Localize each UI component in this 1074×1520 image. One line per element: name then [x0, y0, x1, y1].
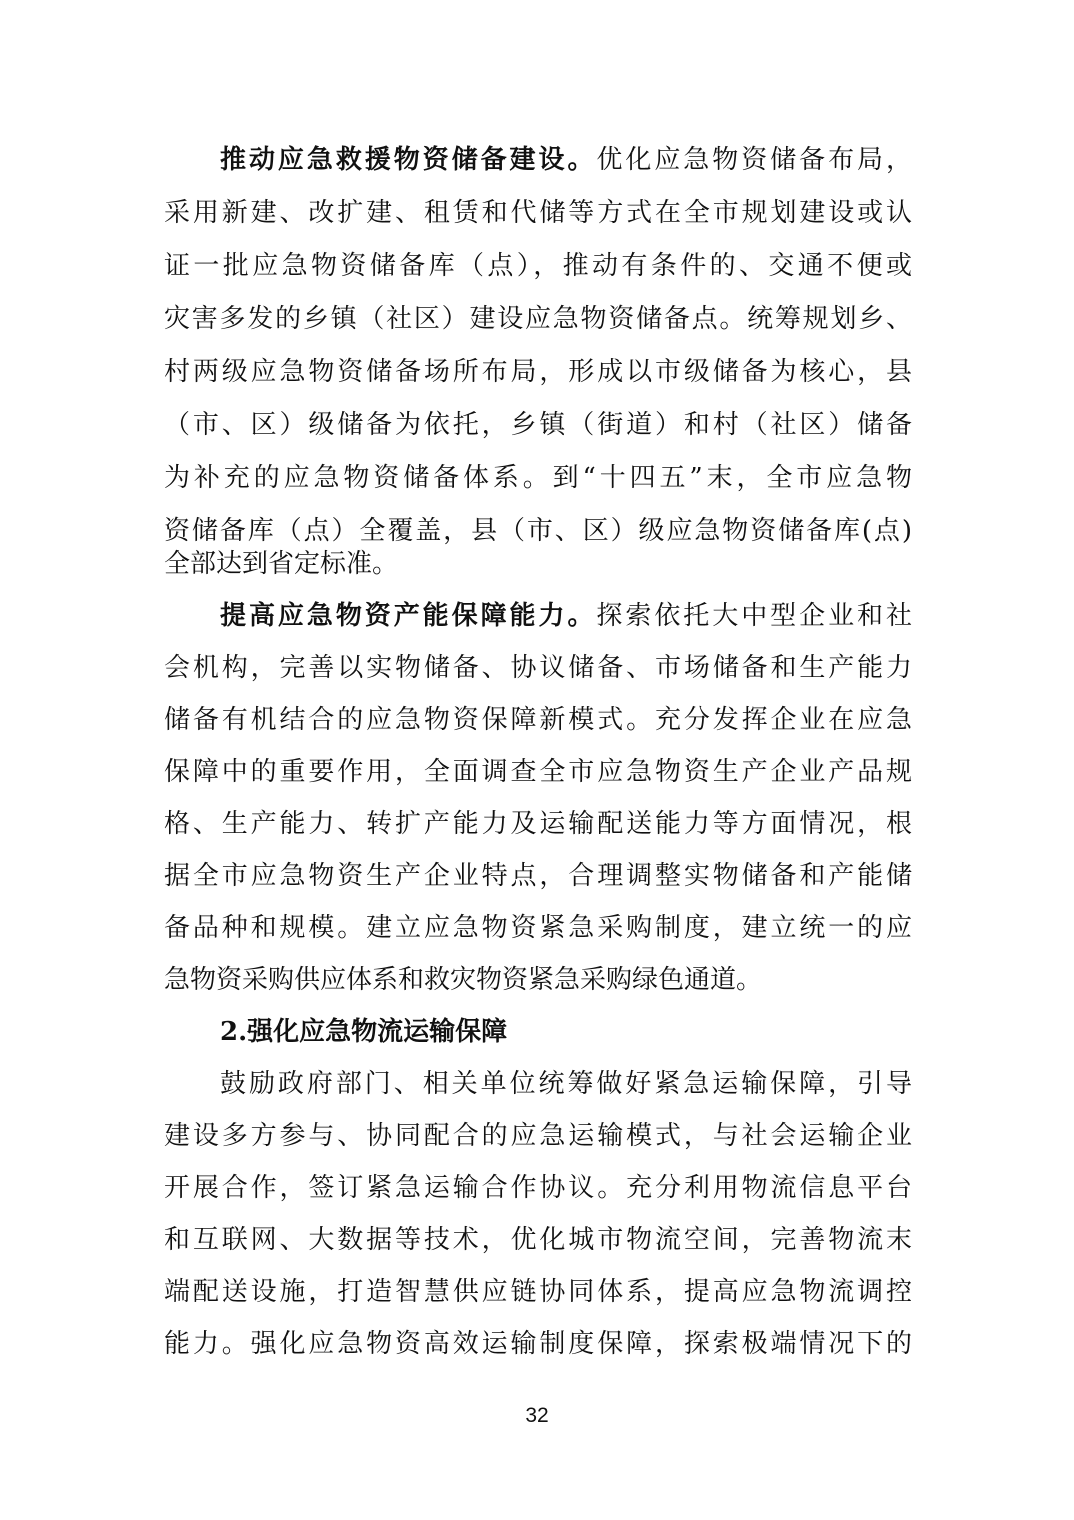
- paragraph-1-line-3: 证一批应急物资储备库（点），推动有条件的、交通不便或: [164, 251, 912, 281]
- paragraph-2-heading: 提高应急物资产能保障能力。: [220, 601, 597, 631]
- page-number: 32: [525, 1404, 549, 1427]
- section-heading: 2.强化应急物流运输保障: [220, 1017, 508, 1047]
- paragraph-1-line-4: 灾害多发的乡镇（社区）建设应急物资储备点。统筹规划乡、: [164, 304, 912, 334]
- paragraph-3-line-4: 和互联网、大数据等技术，优化城市物流空间，完善物流末: [164, 1225, 912, 1255]
- paragraph-2-line-7: 备品种和规模。建立应急物资紧急采购制度，建立统一的应: [164, 913, 912, 943]
- paragraph-2-line-6: 据全市应急物资生产企业特点，合理调整实物储备和产能储: [164, 861, 912, 891]
- paragraph-1-line-1-text: 优化应急物资储备布局，: [596, 145, 912, 175]
- paragraph-1-line-6: （市、区）级储备为依托，乡镇（街道）和村（社区）储备: [164, 410, 912, 440]
- paragraph-2-line-8: 急物资采购供应体系和救灾物资紧急采购绿色通道。: [164, 965, 763, 995]
- paragraph-2-line-4: 保障中的重要作用，全面调查全市应急物资生产企业产品规: [164, 757, 912, 787]
- paragraph-1-line-8: 资储备库（点）全覆盖，县（市、区）级应急物资储备库(点): [164, 516, 912, 546]
- paragraph-2-line-3: 储备有机结合的应急物资保障新模式。充分发挥企业在应急: [164, 705, 912, 735]
- paragraph-2-line-2: 会机构，完善以实物储备、协议储备、市场储备和生产能力: [164, 653, 912, 683]
- paragraph-1-line-7: 为补充的应急物资储备体系。到“十四五”末，全市应急物: [164, 463, 912, 493]
- paragraph-3-line-6: 能力。强化应急物资高效运输制度保障，探索极端情况下的: [164, 1329, 912, 1359]
- paragraph-2-line-1-text: 探索依托大中型企业和社: [596, 601, 912, 631]
- paragraph-3-line-1: 鼓励政府部门、相关单位统筹做好紧急运输保障，引导: [220, 1069, 912, 1099]
- paragraph-2-line-5: 格、生产能力、转扩产能力及运输配送能力等方面情况，根: [164, 809, 912, 839]
- paragraph-1-line-9: 全部达到省定标准。: [164, 549, 399, 579]
- paragraph-3-line-5: 端配送设施，打造智慧供应链协同体系，提高应急物流调控: [164, 1277, 912, 1307]
- paragraph-3-line-2: 建设多方参与、协同配合的应急运输模式，与社会运输企业: [164, 1121, 912, 1151]
- paragraph-1-heading: 推动应急救援物资储备建设。: [220, 145, 597, 175]
- paragraph-1-line-2: 采用新建、改扩建、租赁和代储等方式在全市规划建设或认: [164, 198, 912, 228]
- paragraph-3-line-3: 开展合作，签订紧急运输合作协议。充分利用物流信息平台: [164, 1173, 912, 1203]
- paragraph-2-line-1: [220, 590, 912, 643]
- paragraph-1-line-5: 村两级应急物资储备场所布局，形成以市级储备为核心，县: [164, 357, 912, 387]
- paragraph-1-line-1: [220, 134, 912, 187]
